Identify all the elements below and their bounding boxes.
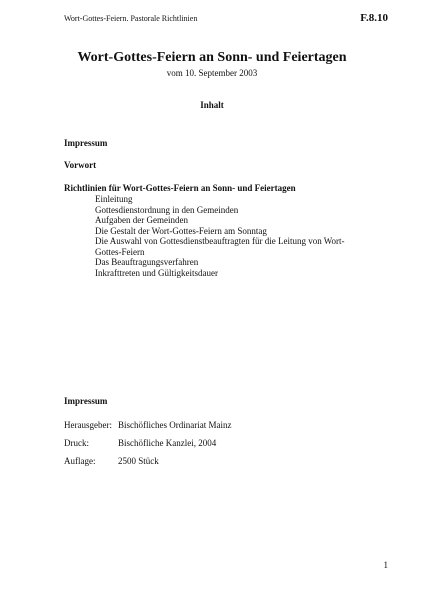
impressum-value: 2500 Stück [118,456,159,466]
running-header-title: Wort-Gottes-Feiern. Pastorale Richtlinien [64,14,198,23]
impressum-label: Herausgeber: [64,420,112,430]
running-header-code: F.8.10 [360,12,388,24]
impressum-row [64,420,231,438]
toc-item: Die Gestalt der Wort-Gottes-Feiern am Sonntag [95,225,267,236]
contents-heading: Inhalt [200,100,224,110]
toc-item: Gottesdienstordnung in den Gemeinden [95,204,239,215]
impressum-value: Bischöfliche Kanzlei, 2004 [118,438,217,448]
toc-item: Einleitung [95,194,133,204]
impressum-heading: Impressum [64,396,108,406]
impressum-table [64,420,231,474]
impressum-label: Auflage: [64,456,96,466]
toc-subsection-list [95,194,370,278]
page-number: 1 [383,560,388,570]
impressum-label: Druck: [64,438,89,448]
toc-item: Inkrafttreten und Gültigkeitsdauer [95,267,218,278]
toc-section-impressum: Impressum [64,138,108,148]
toc-item: Das Beauftragungsverfahren [95,257,199,267]
impressum-row [64,456,231,474]
impressum-value: Bischöfliches Ordinariat Mainz [118,420,232,430]
toc-item: Aufgaben der Gemeinden [95,215,188,225]
toc-item: Die Auswahl von Gottesdienstbeauftragten für die Leitung von Wort-Gottes-Feiern [95,236,345,257]
document-date: vom 10. September 2003 [166,68,258,78]
impressum-row [64,438,231,456]
document-title: Wort-Gottes-Feiern an Sonn- und Feiertagen [77,50,347,65]
toc-section-richtlinien: Richtlinien für Wort-Gottes-Feiern an Sonn- und Feiertagen [64,183,296,193]
toc-section-vorwort: Vorwort [64,160,97,170]
